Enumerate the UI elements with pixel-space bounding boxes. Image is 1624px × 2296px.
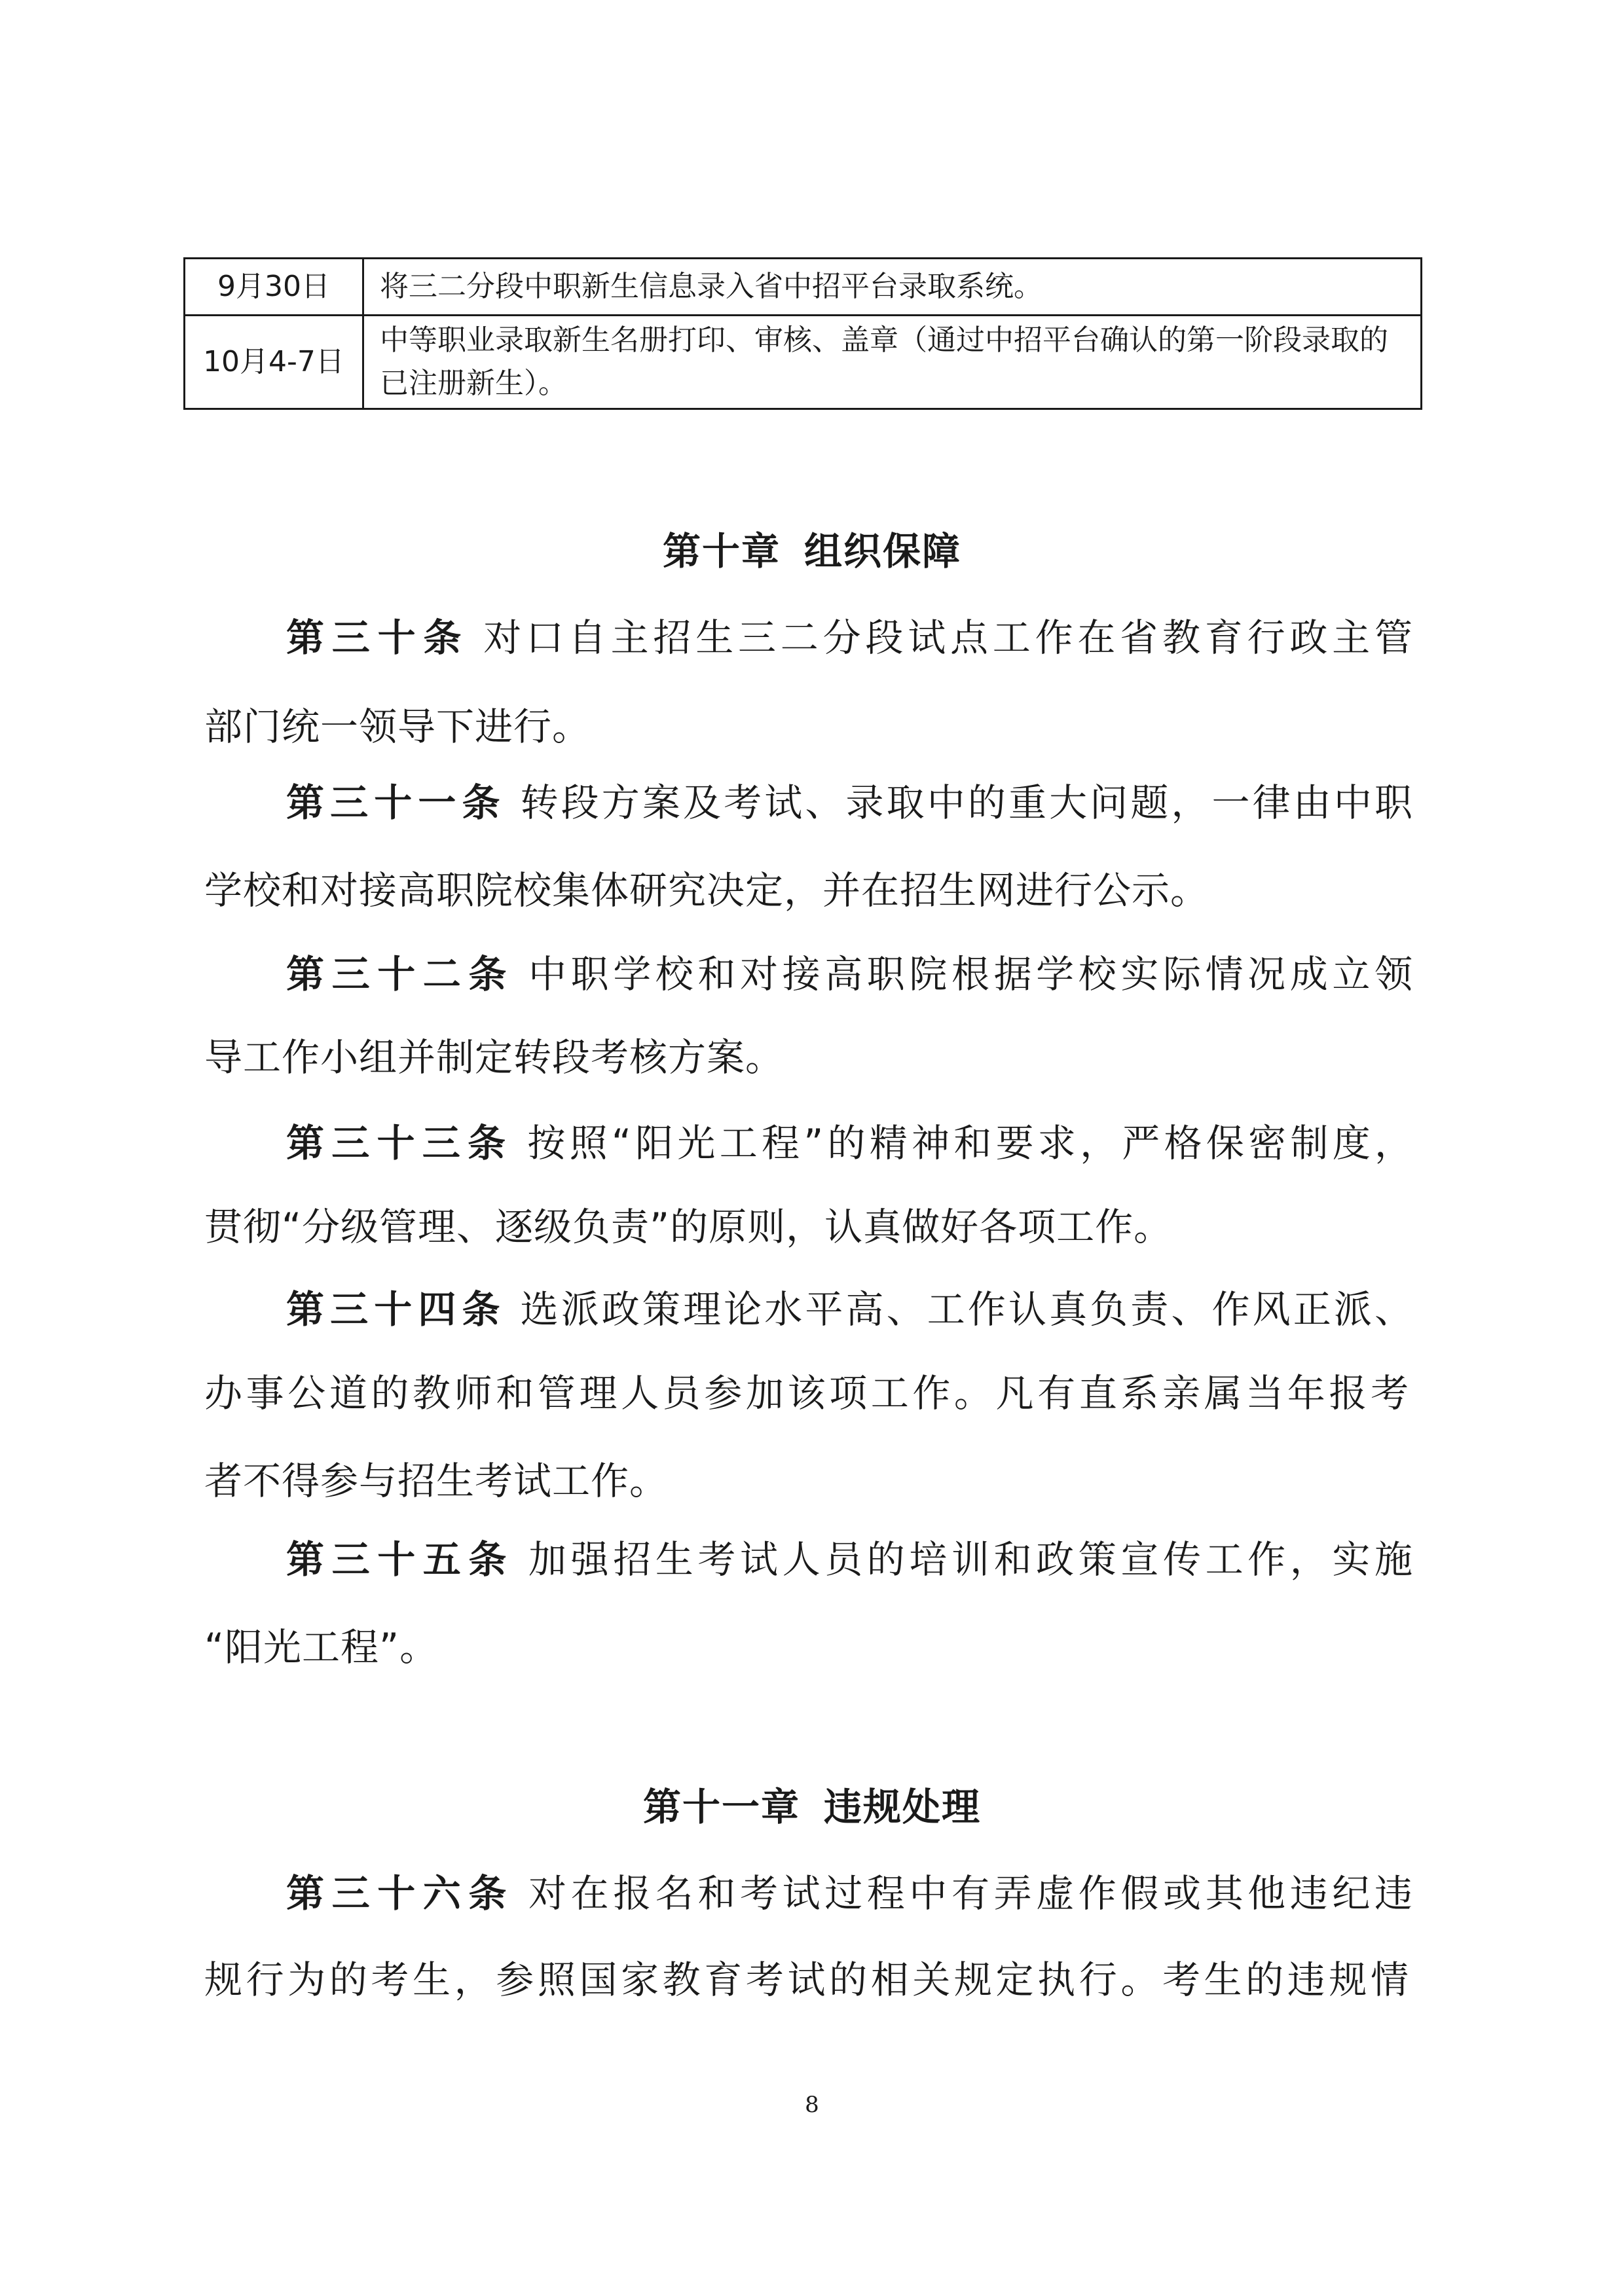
page-number: 8 bbox=[805, 2092, 819, 2118]
article-33-continued: 贯彻“分级管理、逐级负责”的原则，认真做好各项工作。 bbox=[204, 1205, 1173, 1249]
article-34-continued: 者不得参与招生考试工作。 bbox=[204, 1459, 669, 1503]
article-text: 转段方案及考试、录取中的重大问题，一律由中职 bbox=[520, 780, 1413, 825]
article-32-continued: 导工作小组并制定转段考核方案。 bbox=[204, 1035, 784, 1080]
article-36 bbox=[286, 1867, 1413, 1920]
article-label: 第三十六条 bbox=[286, 1871, 514, 1916]
article-35-continued: “阳光工程”。 bbox=[204, 1625, 439, 1669]
article-31 bbox=[286, 776, 1413, 829]
chapter-title: 违规处理 bbox=[824, 1785, 982, 1829]
article-32 bbox=[286, 948, 1413, 1000]
article-label: 第三十条 bbox=[286, 615, 470, 660]
article-label: 第三十四条 bbox=[286, 1287, 506, 1332]
table-row bbox=[185, 259, 1422, 316]
schedule-table bbox=[183, 257, 1422, 410]
article-label: 第三十五条 bbox=[286, 1537, 514, 1582]
article-30-continued: 部门统一领导下进行。 bbox=[204, 704, 591, 749]
article-text: 选派政策理论水平高、工作认真负责、作风正派、 bbox=[520, 1287, 1413, 1332]
article-34-continued: 办事公道的教师和管理人员参加该项工作。凡有直系亲属当年报考 bbox=[204, 1371, 1409, 1415]
table-row bbox=[185, 316, 1422, 409]
task-cell: 中等职业录取新生名册打印、审核、盖章（通过中招平台确认的第一阶段录取的已注册新生）。 bbox=[363, 316, 1422, 409]
chapter-number: 第十章 bbox=[662, 529, 781, 574]
date-cell: 9月30日 bbox=[185, 259, 363, 316]
article-33 bbox=[286, 1117, 1413, 1169]
article-34 bbox=[286, 1283, 1413, 1336]
article-text: 加强招生考试人员的培训和政策宣传工作，实施 bbox=[528, 1537, 1413, 1582]
chapter-10-heading bbox=[0, 525, 1624, 577]
article-text: 对口自主招生三二分段试点工作在省教育行政主管 bbox=[483, 615, 1413, 660]
article-31-continued: 学校和对接高职院校集体研究决定，并在招生网进行公示。 bbox=[204, 868, 1209, 913]
chapter-title: 组织保障 bbox=[804, 529, 962, 574]
date-cell: 10月4-7日 bbox=[185, 316, 363, 409]
article-label: 第三十二条 bbox=[286, 952, 514, 996]
task-cell: 将三二分段中职新生信息录入省中招平台录取系统。 bbox=[363, 259, 1422, 316]
article-30 bbox=[286, 611, 1413, 664]
article-36-continued: 规行为的考生，参照国家教育考试的相关规定执行。考生的违规情 bbox=[204, 1958, 1409, 2002]
article-35 bbox=[286, 1533, 1413, 1586]
article-text: 中职学校和对接高职院根据学校实际情况成立领 bbox=[528, 952, 1413, 996]
chapter-11-heading bbox=[0, 1781, 1624, 1833]
article-text: 按照“阳光工程”的精神和要求，严格保密制度， bbox=[527, 1121, 1413, 1165]
article-text: 对在报名和考试过程中有弄虚作假或其他违纪违 bbox=[528, 1871, 1413, 1916]
chapter-number: 第十一章 bbox=[642, 1785, 800, 1829]
article-label: 第三十三条 bbox=[286, 1121, 513, 1165]
article-label: 第三十一条 bbox=[286, 780, 506, 825]
